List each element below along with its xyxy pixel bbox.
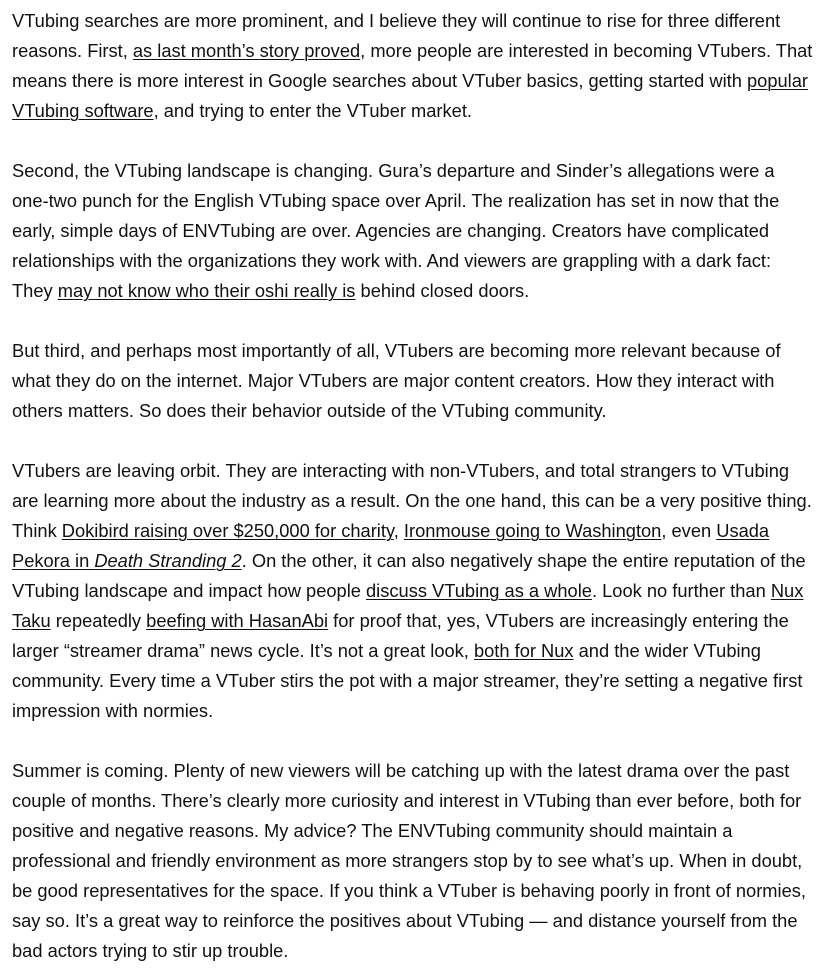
- p1-text-2: , more people are interested in becoming VTubers. That means there is more interest in Google searches about VTuber basics, getting started with: [12, 40, 813, 91]
- p4-text-6: repeatedly: [50, 610, 147, 631]
- link-usada-pekora-text: Usada Pekora in: [12, 520, 770, 571]
- link-nux-taku[interactable]: Nux Taku: [12, 580, 804, 631]
- p2-text-1: Second, the VTubing landscape is changing. Gura’s departure and Sinder’s allegations were a one-two punch for the English VTubing space over April. The realization has set in now that the early, simple days of ENVTubing are over. Agencies are changing. Creators have complicated relationships with the organizations they work with. And viewers are grappling with a dark fact: They: [12, 160, 780, 301]
- p1-text-3: , and trying to enter the VTuber market.: [153, 100, 472, 121]
- paragraph-3: But third, and perhaps most importantly of all, VTubers are becoming more relevant because of what they do on the internet. Major VTubers are major content creators. How they interact with others matters. So does their behavior outside of the VTubing community.: [12, 340, 781, 421]
- link-oshi[interactable]: may not know who their oshi really is: [57, 280, 356, 301]
- p4-text-2: ,: [393, 520, 404, 541]
- link-discuss-vtubing[interactable]: discuss VTubing as a whole: [366, 580, 592, 601]
- link-popular-vtubing-software[interactable]: popular VTubing software: [12, 70, 809, 121]
- link-ironmouse-washington[interactable]: Ironmouse going to Washington: [403, 520, 662, 541]
- p4-text-1: VTubers are leaving orbit. They are interacting with non-VTubers, and total strangers to VTubing are learning more about the industry as a result. On the one hand, this can be a very positive thing. Think: [12, 460, 812, 541]
- p1-text-1: VTubing searches are more prominent, and I believe they will continue to rise for three different reasons. First,: [12, 10, 781, 61]
- link-dokibird-charity[interactable]: Dokibird raising over $250,000 for charity: [61, 520, 394, 541]
- link-beefing-hasanabi[interactable]: beefing with HasanAbi: [146, 610, 329, 631]
- p4-text-3: , even: [661, 520, 717, 541]
- link-both-for-nux[interactable]: both for Nux: [473, 640, 574, 661]
- p2-text-2: behind closed doors.: [355, 280, 530, 301]
- p4-text-8: and the wider VTubing community. Every time a VTuber stirs the pot with a major streamer, they’re setting a negative first impression with normies.: [12, 640, 803, 721]
- link-last-months-story[interactable]: as last month’s story proved: [132, 40, 361, 61]
- p4-text-4: . On the other, it can also negatively shape the entire reputation of the VTubing landscape and impact how people: [12, 550, 806, 601]
- paragraph-1: [12, 6, 814, 126]
- p4-text-5: . Look no further than: [591, 580, 771, 601]
- p4-text-7: for proof that, yes, VTubers are increasingly entering the larger “streamer drama” news cycle. It’s not a great look,: [12, 610, 789, 661]
- paragraph-5: Summer is coming. Plenty of new viewers will be catching up with the latest drama over the past couple of months. There’s clearly more curiosity and interest in VTubing than ever before, both for positive and negative reasons. My advice? The ENVTubing community should maintain a professional and friendly environment as more strangers stop by to see what’s up. When in doubt, be good representatives for the space. If you think a VTuber is behaving poorly in front of normies, say so. It’s a great way to reinforce the positives about VTubing — and distance yourself from the bad actors trying to stir up trouble.: [12, 760, 806, 961]
- paragraph-4: [12, 456, 814, 726]
- paragraph-2: [12, 156, 814, 306]
- link-death-stranding-title: Death Stranding 2: [94, 550, 242, 571]
